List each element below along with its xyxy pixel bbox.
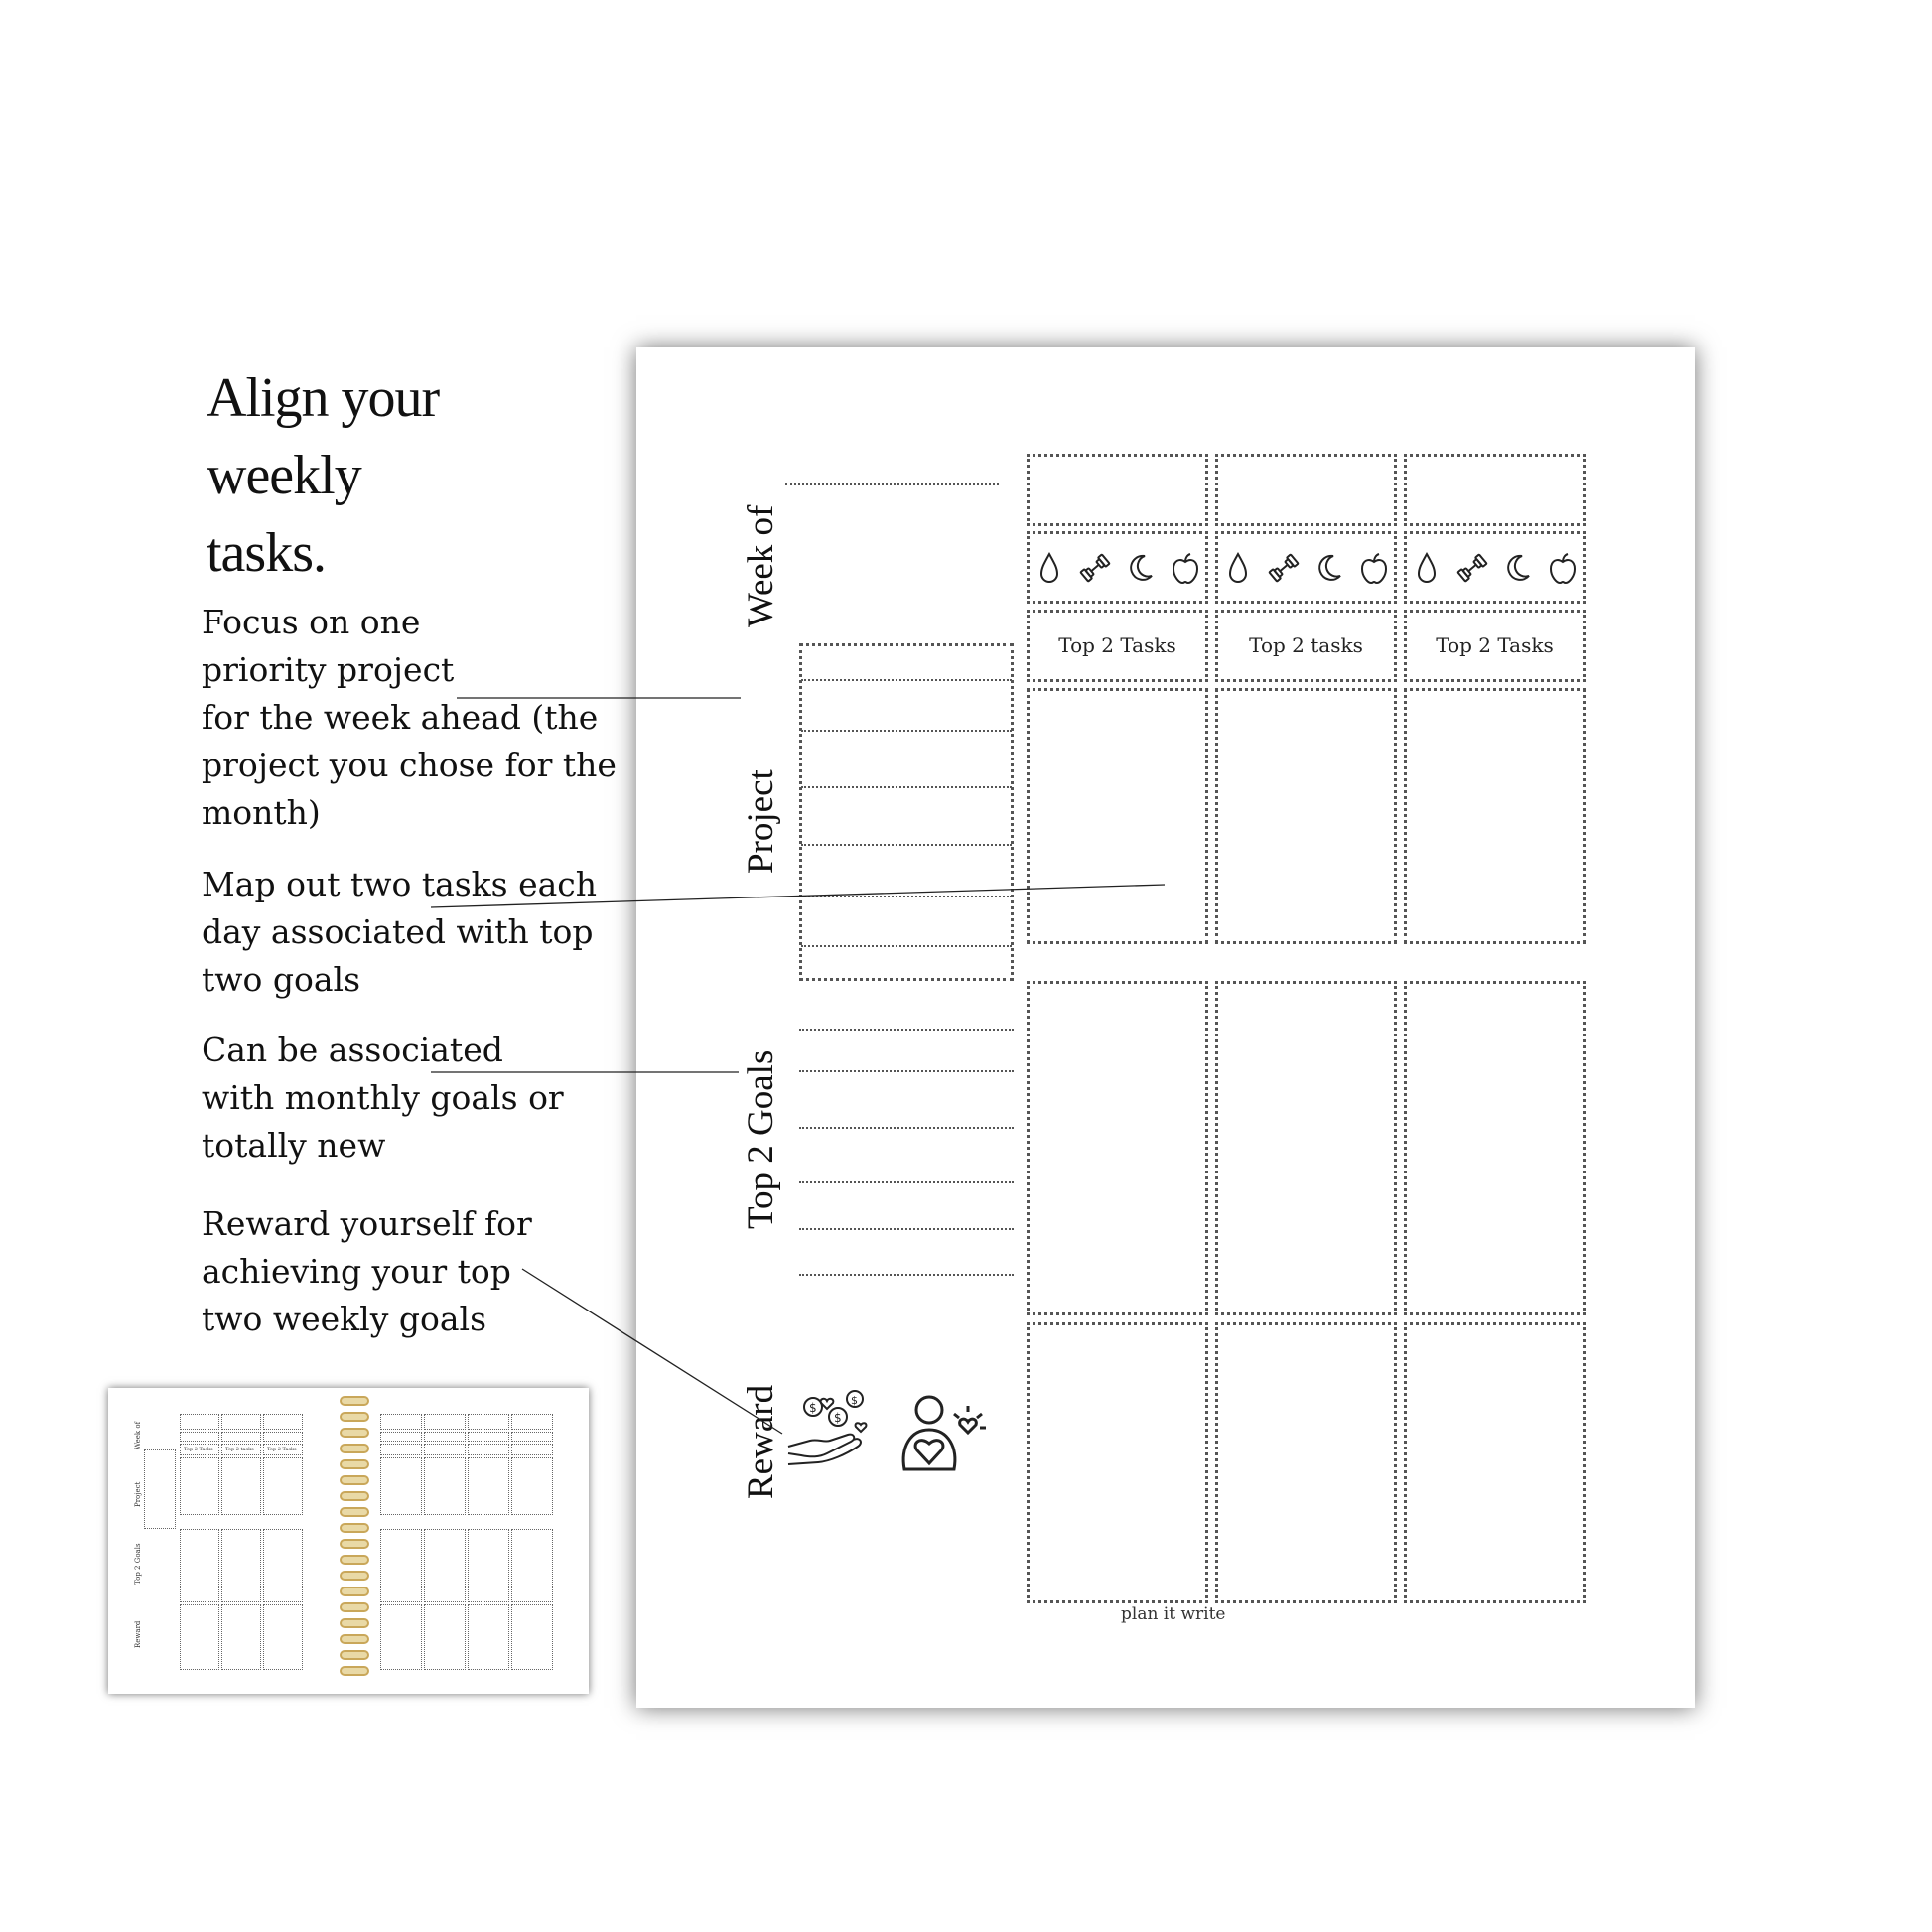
project-line bbox=[801, 730, 1012, 732]
project-line bbox=[801, 679, 1012, 681]
spiral-coil bbox=[340, 1459, 369, 1469]
week-of-line bbox=[785, 483, 999, 485]
task-box bbox=[1215, 688, 1397, 944]
project-box bbox=[799, 643, 1014, 981]
spiral-coil bbox=[340, 1666, 369, 1676]
headline-line: tasks. bbox=[207, 522, 326, 584]
thumb-reward-label: Reward bbox=[134, 1620, 142, 1648]
thumb-cell bbox=[424, 1529, 466, 1602]
thumb-week-of-label: Week of bbox=[134, 1421, 142, 1449]
week-of-label: Week of bbox=[741, 504, 781, 627]
thumb-cell bbox=[221, 1432, 261, 1442]
annotation-line: month) bbox=[202, 793, 321, 832]
thumb-cell bbox=[468, 1414, 509, 1430]
water-drop-icon bbox=[1033, 549, 1066, 587]
goal-line bbox=[799, 1070, 1014, 1072]
thumb-cell bbox=[424, 1444, 466, 1455]
thumb-cell bbox=[180, 1414, 219, 1430]
annotation-line: day associated with top bbox=[202, 912, 594, 951]
dumbbell-icon bbox=[1455, 549, 1489, 587]
annotation-line: with monthly goals or bbox=[202, 1078, 564, 1117]
dumbbell-icon bbox=[1267, 549, 1301, 587]
headline-line: Align your bbox=[207, 367, 440, 429]
annotation-line: for the week ahead (the bbox=[202, 698, 599, 737]
annotation-tasks bbox=[202, 861, 597, 1004]
reward-box bbox=[1027, 1322, 1208, 1603]
annotation-line: project you chose for the bbox=[202, 746, 617, 784]
thumb-cell bbox=[221, 1529, 261, 1602]
thumb-cell bbox=[380, 1444, 422, 1455]
task-header-label: Top 2 tasks bbox=[1249, 633, 1363, 657]
day-date-box bbox=[1215, 454, 1397, 526]
spiral-coil bbox=[340, 1396, 369, 1406]
reward-box bbox=[1404, 1322, 1586, 1603]
apple-icon bbox=[1546, 549, 1580, 587]
dumbbell-icon bbox=[1078, 549, 1112, 587]
spiral-coil bbox=[340, 1491, 369, 1501]
thumb-cell bbox=[263, 1457, 303, 1515]
thumb-cell bbox=[180, 1529, 219, 1602]
thumb-cell bbox=[380, 1414, 422, 1430]
thumb-cell bbox=[468, 1432, 509, 1442]
thumb-cell bbox=[263, 1414, 303, 1430]
moon-icon bbox=[1500, 549, 1534, 587]
brand-text: plan it write bbox=[1121, 1604, 1226, 1624]
thumb-cell bbox=[263, 1529, 303, 1602]
thumb-project-label: Project bbox=[134, 1481, 142, 1507]
day-date-box bbox=[1404, 454, 1586, 526]
thumb-cell bbox=[468, 1604, 509, 1670]
water-drop-icon bbox=[1410, 549, 1444, 587]
thumb-cell bbox=[180, 1604, 219, 1670]
water-drop-icon bbox=[1221, 549, 1255, 587]
thumb-cell bbox=[221, 1604, 261, 1670]
thumb-cell bbox=[263, 1432, 303, 1442]
thumb-cell bbox=[511, 1414, 553, 1430]
thumbnail-spread bbox=[108, 1388, 589, 1694]
task-box bbox=[1404, 688, 1586, 944]
spiral-coil bbox=[340, 1587, 369, 1596]
moon-icon bbox=[1311, 549, 1345, 587]
thumb-cell bbox=[180, 1432, 219, 1442]
headline-line: weekly bbox=[207, 445, 361, 506]
reward-box bbox=[1215, 1322, 1397, 1603]
thumb-cell bbox=[424, 1604, 466, 1670]
habit-icons bbox=[1215, 531, 1397, 604]
spiral-coil bbox=[340, 1650, 369, 1660]
thumb-cell bbox=[511, 1432, 553, 1442]
planner-page bbox=[636, 347, 1695, 1708]
spiral-coil bbox=[340, 1507, 369, 1517]
thumb-cell bbox=[468, 1457, 509, 1515]
annotation-project bbox=[202, 599, 617, 837]
annotation-line: two weekly goals bbox=[202, 1300, 487, 1338]
thumb-cell bbox=[511, 1604, 553, 1670]
thumb-project-box bbox=[144, 1449, 176, 1529]
svg-text:$: $ bbox=[834, 1411, 842, 1425]
svg-text:$: $ bbox=[851, 1394, 858, 1407]
annotation-line: Reward yourself for bbox=[202, 1204, 532, 1243]
spiral-coil bbox=[340, 1634, 369, 1644]
project-line bbox=[801, 896, 1012, 897]
thumb-cell bbox=[511, 1529, 553, 1602]
goal-box bbox=[1215, 981, 1397, 1315]
thumb-cell bbox=[380, 1529, 422, 1602]
thumb-cell bbox=[263, 1604, 303, 1670]
thumb-task-label: Top 2 Tasks bbox=[267, 1447, 297, 1452]
spiral-coil bbox=[340, 1602, 369, 1612]
spiral-coil bbox=[340, 1618, 369, 1628]
goal-line bbox=[799, 1181, 1014, 1183]
annotation-reward bbox=[202, 1200, 532, 1343]
task-box bbox=[1027, 688, 1208, 944]
thumb-cell bbox=[511, 1457, 553, 1515]
headline bbox=[207, 359, 623, 592]
spiral-coil bbox=[340, 1555, 369, 1565]
annotation-goals bbox=[202, 1027, 564, 1170]
thumb-cell bbox=[424, 1432, 466, 1442]
thumb-cell bbox=[511, 1444, 553, 1455]
thumb-cell bbox=[180, 1457, 219, 1515]
annotation-line: Focus on one bbox=[202, 603, 421, 641]
project-line bbox=[801, 786, 1012, 788]
spiral-coil bbox=[340, 1428, 369, 1438]
thumb-cell bbox=[221, 1414, 261, 1430]
apple-icon bbox=[1169, 549, 1202, 587]
annotation-line: two goals bbox=[202, 960, 361, 999]
spiral-coil bbox=[340, 1444, 369, 1453]
self-love-icon bbox=[897, 1392, 992, 1481]
goal-line bbox=[799, 1228, 1014, 1230]
thumb-cell bbox=[468, 1444, 509, 1455]
task-header-label: Top 2 Tasks bbox=[1058, 633, 1176, 657]
thumb-cell bbox=[380, 1604, 422, 1670]
thumb-cell bbox=[468, 1529, 509, 1602]
habit-icons bbox=[1027, 531, 1208, 604]
goal-line bbox=[799, 1029, 1014, 1031]
reward-label: Reward bbox=[741, 1384, 781, 1499]
thumb-task-label: Top 2 Tasks bbox=[184, 1447, 213, 1452]
annotation-line: totally new bbox=[202, 1126, 386, 1165]
spiral-coil bbox=[340, 1571, 369, 1581]
thumb-cell bbox=[380, 1432, 422, 1442]
spiral-coil bbox=[340, 1475, 369, 1485]
project-line bbox=[801, 844, 1012, 846]
task-header-label: Top 2 Tasks bbox=[1436, 633, 1554, 657]
moon-icon bbox=[1123, 549, 1157, 587]
spiral-coil bbox=[340, 1412, 369, 1422]
thumb-cell bbox=[424, 1457, 466, 1515]
annotation-line: Can be associated bbox=[202, 1031, 503, 1069]
thumb-task-label: Top 2 tasks bbox=[225, 1447, 254, 1452]
goal-box bbox=[1027, 981, 1208, 1315]
project-line bbox=[801, 945, 1012, 947]
thumb-cell bbox=[380, 1457, 422, 1515]
thumb-cell bbox=[221, 1457, 261, 1515]
apple-icon bbox=[1357, 549, 1391, 587]
money-hand-icon bbox=[783, 1385, 883, 1484]
spiral-coil bbox=[340, 1539, 369, 1549]
project-label: Project bbox=[741, 769, 781, 874]
habit-icons bbox=[1404, 531, 1586, 604]
annotation-line: achieving your top bbox=[202, 1252, 511, 1291]
spiral-coil bbox=[340, 1523, 369, 1533]
goal-line bbox=[799, 1274, 1014, 1276]
svg-text:$: $ bbox=[809, 1401, 817, 1415]
thumb-goals-label: Top 2 Goals bbox=[134, 1543, 142, 1585]
annotation-line: priority project bbox=[202, 650, 455, 689]
annotation-line: Map out two tasks each bbox=[202, 865, 598, 903]
goal-line bbox=[799, 1127, 1014, 1129]
top-goals-label: Top 2 Goals bbox=[741, 1049, 781, 1229]
thumb-cell bbox=[424, 1414, 466, 1430]
goal-box bbox=[1404, 981, 1586, 1315]
day-date-box bbox=[1027, 454, 1208, 526]
